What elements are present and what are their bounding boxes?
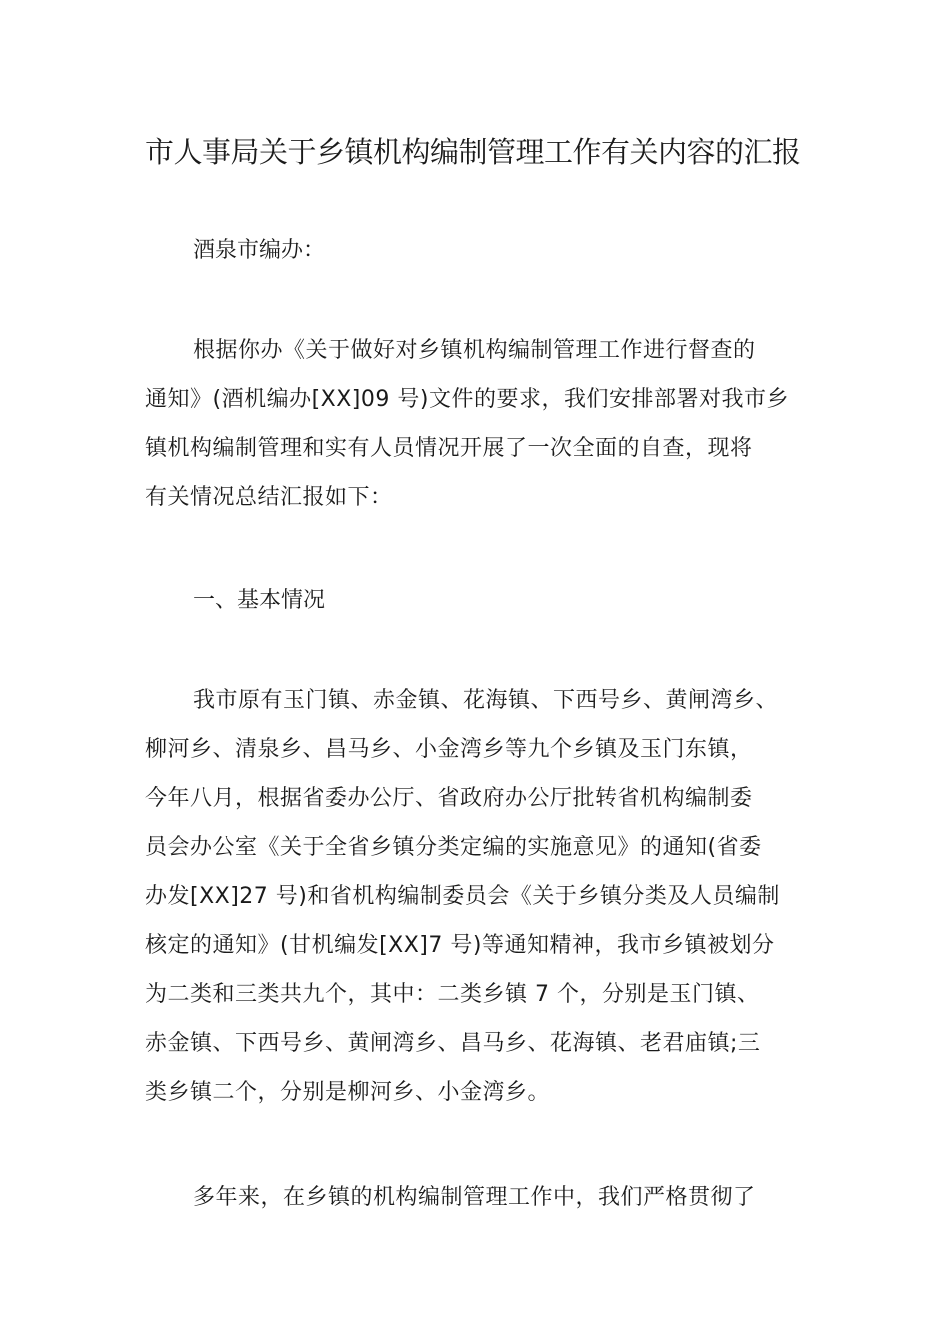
- paragraph-line: 通知》(酒机编办[XX]09 号)文件的要求，我们安排部署对我市乡: [145, 387, 789, 412]
- document-title: 市人事局关于乡镇机构编制管理工作有关内容的汇报: [145, 135, 801, 169]
- paragraph-line: 今年八月，根据省委办公厅、省政府办公厅批转省机构编制委: [145, 786, 753, 811]
- paragraph-line: 有关情况总结汇报如下：: [145, 485, 393, 510]
- paragraph-line: 办发[XX]27 号)和省机构编制委员会《关于乡镇分类及人员编制: [145, 884, 780, 909]
- paragraph-line: 核定的通知》(甘机编发[XX]7 号)等通知精神，我市乡镇被划分: [145, 933, 775, 958]
- paragraph-line: 根据你办《关于做好对乡镇机构编制管理工作进行督查的: [193, 338, 756, 363]
- section-heading: 一、基本情况: [193, 588, 326, 613]
- salutation: 酒泉市编办：: [193, 238, 326, 263]
- paragraph-line: 赤金镇、下西号乡、黄闸湾乡、昌马乡、花海镇、老君庙镇;三: [145, 1031, 761, 1056]
- paragraph-3: [145, 1173, 810, 1222]
- paragraph-line: 员会办公室《关于全省乡镇分类定编的实施意见》的通知(省委: [145, 835, 762, 860]
- paragraph-line: 镇机构编制管理和实有人员情况开展了一次全面的自查，现将: [145, 436, 753, 461]
- paragraph-line: 柳河乡、清泉乡、昌马乡、小金湾乡等九个乡镇及玉门东镇，: [145, 737, 753, 762]
- paragraph-1: [145, 326, 810, 522]
- paragraph-line: 类乡镇二个，分别是柳河乡、小金湾乡。: [145, 1080, 551, 1105]
- paragraph-2: [145, 676, 810, 1117]
- paragraph-line: 多年来，在乡镇的机构编制管理工作中，我们严格贯彻了: [193, 1185, 756, 1210]
- paragraph-line: 为二类和三类共九个，其中：二类乡镇 7 个，分别是玉门镇、: [145, 982, 760, 1007]
- paragraph-line: 我市原有玉门镇、赤金镇、花海镇、下西号乡、黄闸湾乡、: [193, 688, 779, 713]
